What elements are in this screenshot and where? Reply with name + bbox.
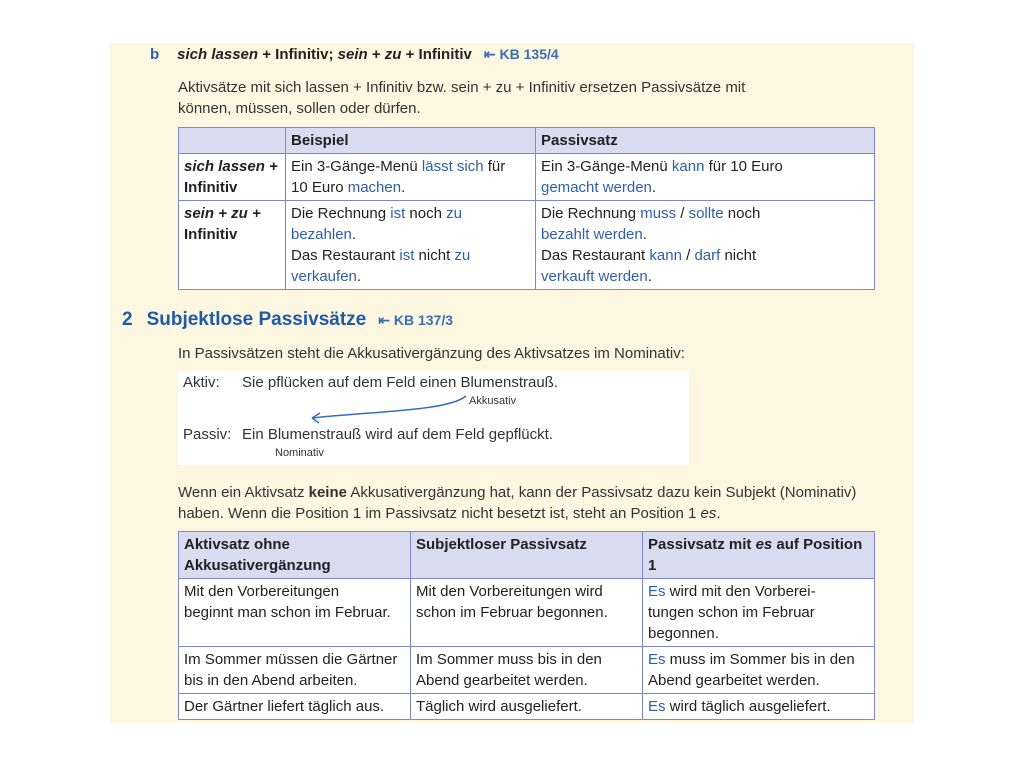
section-2-title: Subjektlose Passivsätze [146,309,367,330]
passive-cell: Die Rechnung muss / sollte noch bezahlt werden. Das Restaurant kann / darf nicht verkauft werden. [536,201,875,290]
passiv-sentence: Ein Blumenstrauß wird auf dem Feld gepflückt. [242,426,553,443]
table-row: Im Sommer müssen die Gärtner bis in den Abend arbeiten. Im Sommer muss bis in den Abend gearbeitet werden. Es muss im Sommer bis in den Abend gearbeitet werden. [179,647,875,694]
passive-cell: Ein 3-Gänge-Menü kann für 10 Euro gemacht werden. [536,154,875,201]
section-b-intro: Aktivsätze mit sich lassen + Infinitiv bzw. sein + zu + Infinitiv ersetzen Passivsätze mit können, müssen, sollen oder dürfen. [178,79,746,117]
table-row [179,154,875,201]
table-row: Der Gärtner liefert täglich aus. Täglich wird ausgeliefert. Es wird täglich ausgeliefert. [179,694,875,720]
table-header-row: Aktivsatz ohne Akkusativergänzung Subjektloser Passivsatz Passivsatz mit es auf Position 1 [179,532,875,579]
table-row: Mit den Vorbereitungen beginnt man schon im Februar. Mit den Vorbereitungen wird schon im Februar begonnen. Es wird mit den Vorberei- tungen schon im Februar begonnen. [179,579,875,647]
section-2-explanation: Wenn ein Aktivsatz keine Akkusativergänzung hat, kann der Passivsatz dazu kein Subjekt (Nominativ) haben. Wenn die Position 1 im Passivsatz nicht besetzt ist, steht an Position 1 es. [178,484,857,522]
table-subjektlose-passivsaetze [178,531,875,720]
akkusativ-label: Akkusativ [469,395,517,407]
aktiv-label: Aktiv: [183,374,220,391]
table-row [179,201,875,290]
section-b-reference-link[interactable]: ⇤ KB 135/4 [483,46,559,62]
example-box [178,371,689,465]
nominativ-label: Nominativ [275,447,324,459]
example-cell: Die Rechnung ist noch zu bezahlen. Das Restaurant ist nicht zu verkaufen. [286,201,536,290]
passiv-label: Passiv: [183,426,232,443]
table-sich-lassen [178,127,875,290]
row-label: sein + zu + Infinitiv [179,201,286,290]
table-header-row: Beispiel Passivsatz [179,128,875,154]
section-b-heading: b sich lassen + Infinitiv; sein + zu + Infinitiv ⇤ KB 135/4 [150,46,559,63]
arrow-icon [178,371,689,465]
example-cell: Ein 3-Gänge-Menü lässt sich für 10 Euro machen. [286,154,536,201]
section-b-letter: b [150,46,160,63]
section-2-heading: 2 Subjektlose Passivsätze ⇤ KB 137/3 [122,309,454,330]
section-2-intro: In Passivsätzen steht die Akkusativergänzung des Aktivsatzes im Nominativ: [178,345,685,362]
section-2-reference-link[interactable]: ⇤ KB 137/3 [378,312,454,328]
row-label: sich lassen + Infinitiv [179,154,286,201]
aktiv-sentence: Sie pflücken auf dem Feld einen Blumenstrauß. [242,374,559,391]
